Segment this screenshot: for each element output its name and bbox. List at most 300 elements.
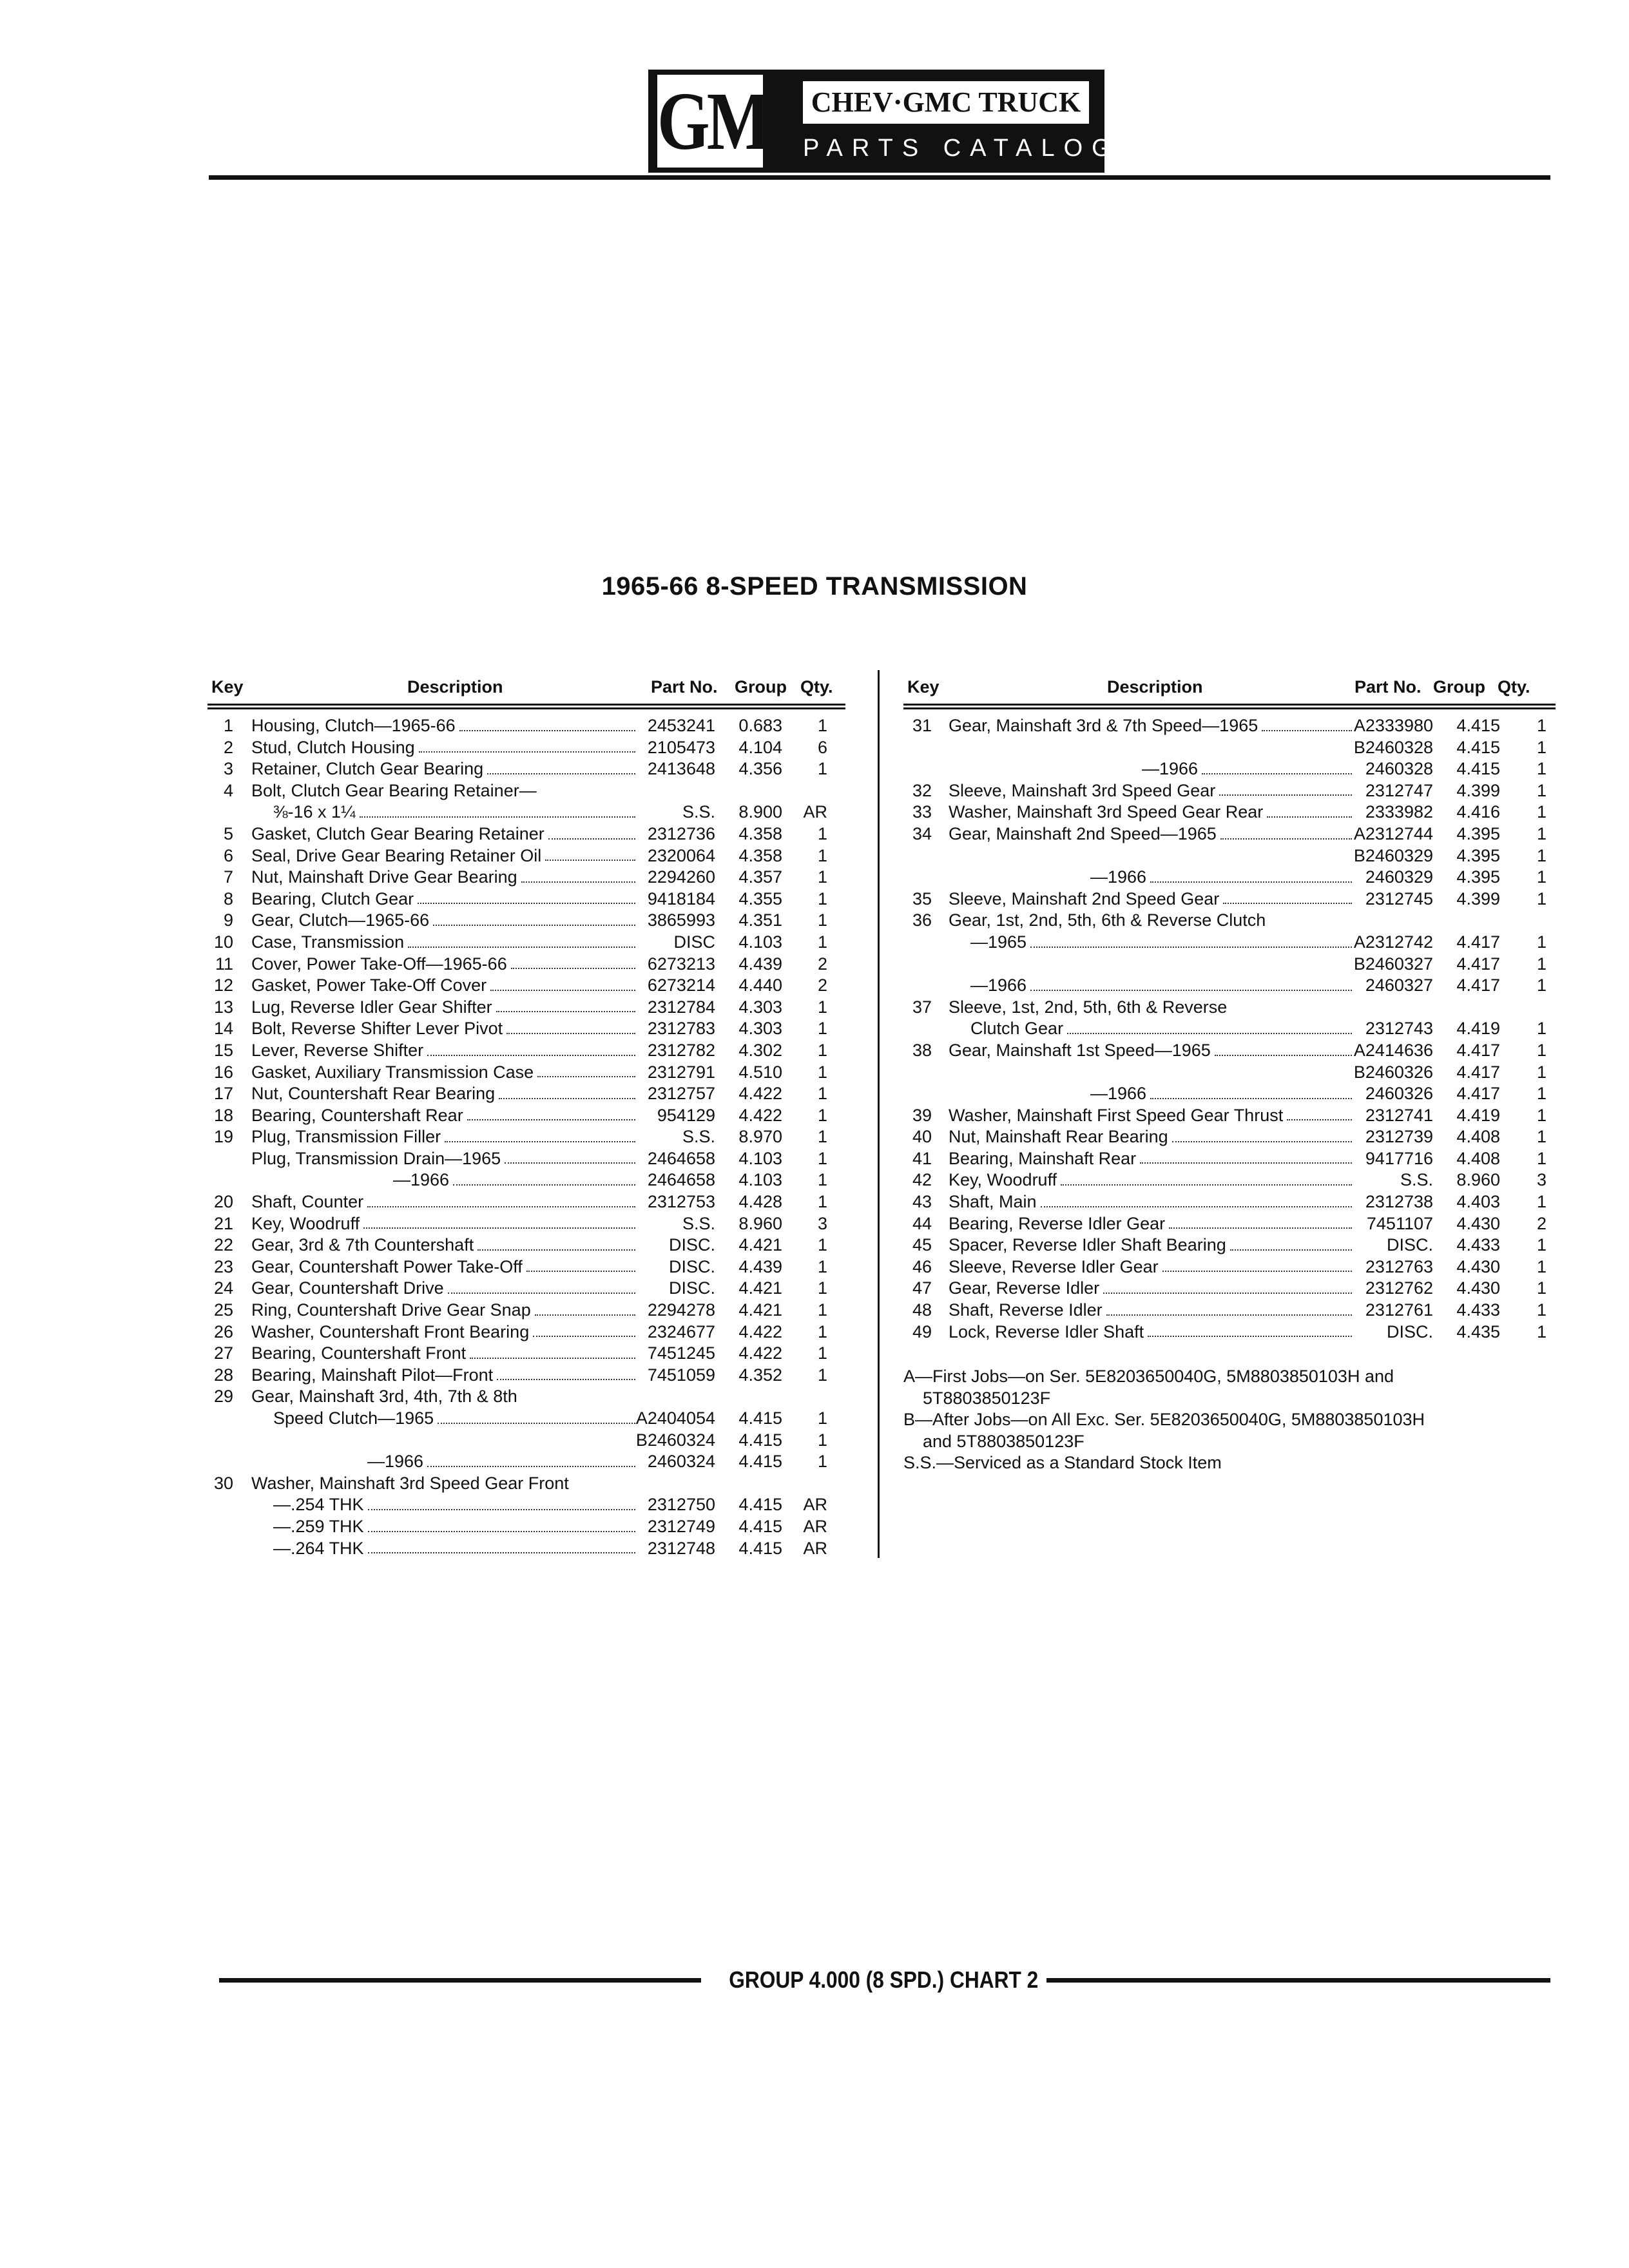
footnote-b-cont: and 5T8803850123F <box>903 1431 1084 1451</box>
row-qty: 1 <box>1536 1278 1547 1298</box>
row-key: 33 <box>912 802 932 822</box>
row-key: 45 <box>912 1235 932 1255</box>
dot-leader <box>470 1343 635 1359</box>
dot-leader <box>368 1516 635 1532</box>
row-group: 4.415 <box>738 1516 782 1536</box>
row-group: 4.357 <box>738 867 782 887</box>
row-part-no: DISC. <box>668 1256 715 1276</box>
footnote-b: B—After Jobs—on All Exc. Ser. 5E8203650040G, 5M8803850103H <box>903 1410 1425 1430</box>
row-part-no: 2312784 <box>647 997 715 1017</box>
dot-leader <box>368 1494 635 1510</box>
row-qty: 1 <box>1536 1256 1547 1276</box>
row-description <box>251 823 638 845</box>
row-group: 4.103 <box>738 1148 782 1168</box>
row-description <box>970 932 1354 954</box>
row-description-text: Sleeve, 1st, 2nd, 5th, 6th & Reverse <box>949 997 1228 1017</box>
table-row <box>903 1321 1556 1343</box>
row-qty: 1 <box>817 1452 827 1472</box>
row-qty: 6 <box>817 737 827 757</box>
row-part-no: 2464658 <box>647 1170 715 1190</box>
row-description-text: Key, Woodruff <box>949 1170 1057 1190</box>
dot-leader <box>1150 1083 1352 1099</box>
row-part-no: S.S. <box>1400 1170 1433 1190</box>
row-description-text: —1966 <box>1142 759 1199 779</box>
row-part-no: DISC. <box>668 1278 715 1298</box>
row-description-text: Bearing, Reverse Idler Gear <box>949 1213 1166 1233</box>
row-description-text: Clutch Gear <box>970 1019 1064 1039</box>
table-row <box>903 758 1556 780</box>
table-row <box>207 1213 845 1235</box>
dot-leader <box>1106 1300 1352 1316</box>
row-group: 4.355 <box>738 889 782 908</box>
table-row <box>207 780 845 802</box>
row-group: 4.403 <box>1456 1192 1500 1212</box>
row-qty: 1 <box>1536 932 1547 952</box>
row-part-no: 3865993 <box>647 910 715 930</box>
col-group: Group <box>735 677 787 697</box>
row-group: 4.439 <box>738 954 782 974</box>
row-part-no: A2312742 <box>1353 932 1433 952</box>
row-description-text: Sleeve, Reverse Idler Gear <box>949 1256 1159 1276</box>
row-qty: 1 <box>817 1084 827 1104</box>
row-key: 46 <box>912 1256 932 1276</box>
row-qty: 1 <box>817 1062 827 1082</box>
row-qty: 3 <box>1536 1170 1547 1190</box>
row-qty: 1 <box>1536 867 1547 887</box>
row-group: 4.416 <box>1456 802 1500 822</box>
row-description <box>251 1191 638 1213</box>
row-qty: 1 <box>817 1343 827 1363</box>
row-description-text: Washer, Mainshaft 3rd Speed Gear Rear <box>949 802 1264 822</box>
row-part-no: A2414636 <box>1353 1040 1433 1060</box>
row-description <box>949 1105 1354 1127</box>
row-description-text: Housing, Clutch—1965-66 <box>251 716 456 735</box>
dot-leader <box>1041 1191 1352 1207</box>
row-key: 34 <box>912 823 932 843</box>
row-description-text: Lock, Reverse Idler Shaft <box>949 1321 1144 1341</box>
col-part-no: Part No. <box>1354 677 1422 697</box>
row-part-no: 2460324 <box>647 1452 715 1472</box>
row-key: 39 <box>912 1105 932 1125</box>
footnote-a-cont: 5T8803850123F <box>903 1388 1051 1408</box>
row-description <box>949 1256 1354 1278</box>
dot-leader <box>1148 1321 1352 1338</box>
dot-leader <box>497 1365 635 1381</box>
row-qty: 1 <box>817 1127 827 1147</box>
row-qty: 1 <box>1536 1321 1547 1341</box>
row-description-text: Nut, Mainshaft Rear Bearing <box>949 1127 1168 1147</box>
row-qty: 1 <box>817 1365 827 1385</box>
row-part-no: 2312741 <box>1365 1105 1433 1125</box>
row-group: 4.399 <box>1456 780 1500 800</box>
row-description-text: Washer, Mainshaft First Speed Gear Thrust <box>949 1105 1284 1125</box>
row-description-text: Gear, Countershaft Power Take-Off <box>251 1256 523 1276</box>
table-row <box>207 975 845 997</box>
row-qty: 1 <box>817 1105 827 1125</box>
row-part-no: 2460329 <box>1365 867 1433 887</box>
table-row <box>207 1191 845 1213</box>
row-description-text: Gear, Mainshaft 1st Speed—1965 <box>949 1040 1211 1060</box>
dot-leader <box>526 1256 635 1273</box>
row-key: 12 <box>213 975 233 995</box>
row-key: 27 <box>213 1343 233 1363</box>
row-key: 31 <box>912 716 932 735</box>
row-group: 4.433 <box>1456 1300 1500 1320</box>
row-part-no: A2404054 <box>635 1408 715 1428</box>
row-qty: 1 <box>1536 823 1547 843</box>
row-part-no: 2312743 <box>1365 1019 1433 1039</box>
row-qty: 1 <box>1536 1235 1547 1255</box>
row-qty: 1 <box>1536 1019 1547 1039</box>
row-qty: 1 <box>1536 1040 1547 1060</box>
dot-leader <box>427 1451 635 1467</box>
row-description <box>251 1213 638 1235</box>
row-description-text: Gear, 1st, 2nd, 5th, 6th & Reverse Clutch <box>949 910 1266 930</box>
row-qty: 1 <box>1536 1148 1547 1168</box>
row-part-no: 2333982 <box>1365 802 1433 822</box>
row-qty: 1 <box>1536 1300 1547 1320</box>
row-description <box>251 737 638 759</box>
row-description-text: Washer, Mainshaft 3rd Speed Gear Front <box>251 1473 569 1493</box>
row-group: 4.352 <box>738 1365 782 1385</box>
table-row <box>207 1169 845 1191</box>
table-row <box>207 845 845 867</box>
row-group: 4.415 <box>738 1538 782 1558</box>
table-row <box>207 1365 845 1387</box>
row-group: 4.417 <box>1456 1084 1500 1104</box>
dot-leader <box>1287 1105 1352 1121</box>
column-divider <box>878 670 880 1558</box>
row-description <box>1090 1083 1354 1105</box>
row-key: 35 <box>912 889 932 908</box>
row-group: 4.303 <box>738 1019 782 1039</box>
row-description <box>251 1365 638 1387</box>
row-description <box>251 1018 638 1040</box>
row-group: 4.440 <box>738 975 782 995</box>
dot-leader <box>499 1083 635 1099</box>
table-row <box>207 997 845 1019</box>
dot-leader <box>438 1408 635 1424</box>
dot-leader <box>1030 975 1352 991</box>
row-description <box>1090 867 1354 889</box>
row-description <box>251 932 638 954</box>
dot-leader <box>1030 932 1352 948</box>
row-group: 4.408 <box>1456 1127 1500 1147</box>
table-row <box>903 1105 1556 1127</box>
row-group: 8.970 <box>738 1127 782 1147</box>
row-group: 4.417 <box>1456 1062 1500 1082</box>
row-group: 4.430 <box>1456 1213 1500 1233</box>
row-part-no: 7451245 <box>647 1343 715 1363</box>
row-key: 15 <box>213 1040 233 1060</box>
row-part-no: 2460326 <box>1365 1084 1433 1104</box>
row-description-text: Sleeve, Mainshaft 2nd Speed Gear <box>949 889 1220 908</box>
row-description-text: Key, Woodruff <box>251 1213 360 1233</box>
row-part-no: DISC. <box>1386 1321 1433 1341</box>
row-part-no: 2294278 <box>647 1300 715 1320</box>
row-qty: 1 <box>817 932 827 952</box>
row-part-no: 2460328 <box>1365 759 1433 779</box>
row-qty: 1 <box>817 1235 827 1255</box>
row-description <box>1142 758 1354 780</box>
row-description <box>949 715 1354 737</box>
row-description-text: —1966 <box>393 1170 450 1190</box>
row-description <box>251 1473 638 1495</box>
row-description-text: —1965 <box>970 932 1027 952</box>
row-description <box>251 1105 638 1127</box>
row-description-text: —1966 <box>367 1452 424 1472</box>
row-part-no: 9418184 <box>647 889 715 908</box>
row-qty: 1 <box>817 889 827 908</box>
row-description-text: Gear, Mainshaft 2nd Speed—1965 <box>949 823 1217 843</box>
table-row <box>207 1083 845 1105</box>
row-description-text: Nut, Mainshaft Drive Gear Bearing <box>251 867 517 887</box>
footnote-ss: S.S.—Serviced as a Standard Stock Item <box>903 1453 1222 1473</box>
row-key: 47 <box>912 1278 932 1298</box>
row-description <box>251 1386 638 1408</box>
row-group: 0.683 <box>738 716 782 735</box>
row-part-no: A2333980 <box>1353 716 1433 735</box>
dot-leader <box>490 975 635 991</box>
table-header <box>207 670 845 711</box>
row-description <box>251 975 638 997</box>
dot-leader <box>360 802 635 818</box>
dot-leader <box>1220 823 1352 840</box>
dot-leader <box>1061 1169 1352 1186</box>
row-description-text: Seal, Drive Gear Bearing Retainer Oil <box>251 845 542 865</box>
row-part-no: 2413648 <box>647 759 715 779</box>
row-description <box>251 910 638 932</box>
table-row <box>903 1213 1556 1235</box>
dot-leader <box>1067 1018 1352 1034</box>
table-row <box>207 802 845 823</box>
row-group: 4.417 <box>1456 1040 1500 1060</box>
row-group: 4.417 <box>1456 975 1500 995</box>
row-part-no: 954129 <box>657 1105 715 1125</box>
row-group: 4.395 <box>1456 845 1500 865</box>
row-qty: 1 <box>817 1148 827 1168</box>
row-key: 10 <box>213 932 233 952</box>
row-qty: 1 <box>1536 1105 1547 1125</box>
table-header <box>903 670 1556 711</box>
row-qty: 1 <box>817 1430 827 1450</box>
row-key: 29 <box>213 1387 233 1407</box>
table-row <box>207 737 845 759</box>
row-qty: 1 <box>817 1278 827 1298</box>
row-group: 4.415 <box>1456 737 1500 757</box>
footnote-a: A—First Jobs—on Ser. 5E8203650040G, 5M8803850103H and <box>903 1367 1394 1386</box>
table-row <box>903 1040 1556 1062</box>
row-key: 44 <box>912 1213 932 1233</box>
row-part-no: 2312763 <box>1365 1256 1433 1276</box>
row-qty: 1 <box>817 1300 827 1320</box>
row-group: 4.417 <box>1456 954 1500 974</box>
row-group: 4.399 <box>1456 889 1500 908</box>
row-key: 2 <box>223 737 233 757</box>
row-group: 4.103 <box>738 1170 782 1190</box>
row-qty: 3 <box>817 1213 827 1233</box>
row-part-no: 2312762 <box>1365 1278 1433 1298</box>
row-description-text: Speed Clutch—1965 <box>273 1408 434 1428</box>
table-row <box>903 1278 1556 1300</box>
row-description <box>251 780 638 802</box>
row-key: 37 <box>912 997 932 1017</box>
row-group: 4.430 <box>1456 1278 1500 1298</box>
row-group: 4.415 <box>738 1495 782 1515</box>
row-key: 8 <box>223 889 233 908</box>
dot-leader <box>1172 1126 1352 1142</box>
table-row <box>903 867 1556 889</box>
footer-rule-right <box>1046 1978 1550 1983</box>
row-key: 18 <box>213 1105 233 1125</box>
row-qty: 1 <box>1536 1062 1547 1082</box>
row-part-no: 2312791 <box>647 1062 715 1082</box>
row-group: 4.302 <box>738 1040 782 1060</box>
header-rule-bottom <box>207 707 845 709</box>
logo-title: CHEV·GMC TRUCK <box>803 81 1089 124</box>
dot-leader <box>477 1235 635 1251</box>
row-part-no: DISC. <box>1386 1235 1433 1255</box>
row-part-no: 2312736 <box>647 823 715 843</box>
row-qty: 1 <box>1536 1192 1547 1212</box>
row-description <box>949 1169 1354 1191</box>
table-row <box>207 1430 845 1452</box>
row-part-no: S.S. <box>682 1213 715 1233</box>
row-description <box>273 1408 638 1430</box>
row-description <box>273 802 638 823</box>
row-description <box>970 975 1354 997</box>
row-description <box>273 1516 638 1538</box>
dot-leader <box>1262 715 1352 731</box>
table-row <box>207 1494 845 1516</box>
row-part-no: 2312757 <box>647 1084 715 1104</box>
row-part-no: B2460326 <box>1353 1062 1433 1082</box>
row-qty: 1 <box>1536 1084 1547 1104</box>
row-description <box>251 1062 638 1084</box>
row-group: 4.422 <box>738 1321 782 1341</box>
row-description <box>251 1040 638 1062</box>
row-description-text: Shaft, Reverse Idler <box>949 1300 1103 1320</box>
table-row <box>903 1256 1556 1278</box>
dot-leader <box>1150 867 1352 883</box>
table-row <box>207 715 845 737</box>
row-group: 4.104 <box>738 737 782 757</box>
row-key: 49 <box>912 1321 932 1341</box>
row-description-text: Lug, Reverse Idler Gear Shifter <box>251 997 492 1017</box>
row-part-no: 7451059 <box>647 1365 715 1385</box>
row-description-text: Retainer, Clutch Gear Bearing <box>251 759 484 779</box>
row-part-no: DISC. <box>668 1235 715 1255</box>
row-group: 4.415 <box>738 1408 782 1428</box>
header-rule-top <box>903 704 1556 706</box>
table-row <box>903 737 1556 759</box>
row-qty: 1 <box>817 997 827 1017</box>
table-row <box>207 1018 845 1040</box>
row-description-text: Ring, Countershaft Drive Gear Snap <box>251 1300 531 1320</box>
row-description <box>949 1191 1354 1213</box>
row-description <box>251 867 638 889</box>
row-key: 3 <box>223 759 233 779</box>
row-qty: 1 <box>1536 1127 1547 1147</box>
row-key: 41 <box>912 1148 932 1168</box>
row-description-text: Spacer, Reverse Idler Shaft Bearing <box>949 1235 1226 1255</box>
row-part-no: 2312748 <box>647 1538 715 1558</box>
row-description-text: Plug, Transmission Filler <box>251 1127 441 1147</box>
row-group: 4.408 <box>1456 1148 1500 1168</box>
row-description <box>251 758 638 780</box>
col-key: Key <box>211 677 244 697</box>
dot-leader <box>506 1018 635 1034</box>
table-row <box>207 1343 845 1365</box>
dot-leader <box>427 1040 635 1056</box>
row-description <box>949 1300 1354 1321</box>
row-group: 4.395 <box>1456 823 1500 843</box>
dot-leader <box>448 1278 635 1294</box>
row-qty: 1 <box>1536 780 1547 800</box>
row-qty: 1 <box>1536 975 1547 995</box>
row-group: 4.435 <box>1456 1321 1500 1341</box>
row-description <box>970 1018 1354 1040</box>
dot-leader <box>545 845 635 861</box>
row-description <box>251 954 638 975</box>
table-row <box>207 1278 845 1300</box>
dot-leader <box>533 1321 635 1338</box>
row-group: 4.415 <box>1456 759 1500 779</box>
row-description-text: Gear, Countershaft Drive <box>251 1278 444 1298</box>
footnotes <box>903 1366 1556 1474</box>
row-part-no: B2460328 <box>1353 737 1433 757</box>
row-key: 6 <box>223 845 233 865</box>
row-qty: AR <box>803 1516 827 1536</box>
row-description <box>949 823 1354 845</box>
row-key: 38 <box>912 1040 932 1060</box>
row-qty: 1 <box>817 1408 827 1428</box>
table-row <box>207 1386 845 1408</box>
row-description <box>251 889 638 910</box>
row-part-no: 2312783 <box>647 1019 715 1039</box>
row-qty: 1 <box>1536 802 1547 822</box>
row-group: 4.417 <box>1456 932 1500 952</box>
dot-leader <box>1267 802 1352 818</box>
row-description <box>251 1300 638 1321</box>
row-description-text: Case, Transmission <box>251 932 405 952</box>
dot-leader <box>453 1169 635 1186</box>
row-part-no: 2312753 <box>647 1192 715 1212</box>
row-group: 4.421 <box>738 1300 782 1320</box>
table-row <box>207 1516 845 1538</box>
row-description <box>949 889 1354 910</box>
table-row <box>903 1235 1556 1256</box>
row-qty: 1 <box>1536 954 1547 974</box>
col-part-no: Part No. <box>651 677 718 697</box>
row-description <box>273 1538 638 1560</box>
row-part-no: 2312739 <box>1365 1127 1433 1147</box>
row-description-text: Washer, Countershaft Front Bearing <box>251 1321 530 1341</box>
row-description-text: Bearing, Mainshaft Pilot—Front <box>251 1365 494 1385</box>
table-row <box>207 1148 845 1170</box>
row-key: 28 <box>213 1365 233 1385</box>
row-description-text: Bearing, Countershaft Rear <box>251 1105 463 1125</box>
row-description-text: Bearing, Countershaft Front <box>251 1343 467 1363</box>
table-row <box>207 1256 845 1278</box>
rows-right <box>903 715 1556 1343</box>
row-group: 4.415 <box>738 1452 782 1472</box>
row-description-text: Bearing, Clutch Gear <box>251 889 414 908</box>
table-row <box>903 845 1556 867</box>
row-part-no: 2464658 <box>647 1148 715 1168</box>
table-row <box>903 889 1556 910</box>
row-description <box>273 1494 638 1516</box>
